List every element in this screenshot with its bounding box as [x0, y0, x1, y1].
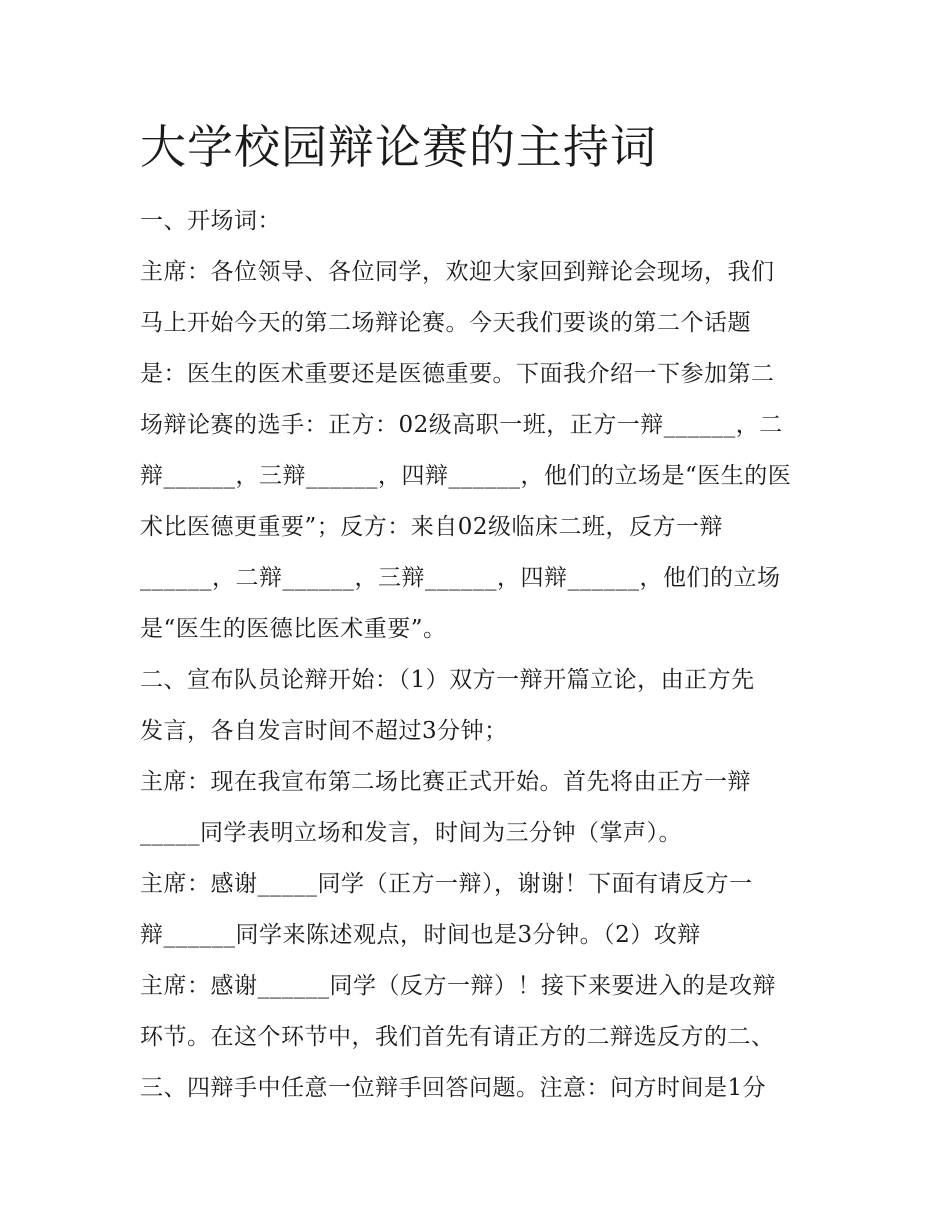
text-line: 发言，各自发言时间不超过3分钟； [140, 718, 508, 744]
text-line: 是“医生的医德比医术重要”。 [140, 616, 447, 642]
text-line: ______，二辩______，三辩______，四辩______，他们的立场 [140, 565, 781, 591]
text-line: 术比医德更重要”；反方：来自02级临床二班，反方一辩 [140, 514, 724, 540]
document-page [140, 112, 820, 1114]
text-line: 二、宣布队员论辩开始：（1）双方一辩开篇立论，由正方先 [140, 667, 755, 693]
text-line: 主席：现在我宣布第二场比赛正式开始。首先将由正方一辩 [140, 769, 751, 795]
text-line: 三、四辩手中任意一位辩手回答问题。注意：问方时间是1分 [140, 1075, 767, 1101]
text-line: 环节。在这个环节中，我们首先有请正方的二辩选反方的二、 [140, 1024, 775, 1050]
text-line: 场辩论赛的选手：正方：02级高职一班，正方一辩______，二 [140, 412, 783, 438]
text-line: 辩______同学来陈述观点，时间也是3分钟。（2）攻辩 [140, 922, 701, 948]
text-line: 主席：感谢_____同学（正方一辩），谢谢！下面有请反方一 [140, 871, 753, 897]
document-title: 大学校园辩论赛的主持词 [140, 120, 657, 174]
text-line: _____同学表明立场和发言，时间为三分钟（掌声）。 [140, 820, 682, 846]
text-line: 辩______，三辩______，四辩______，他们的立场是“医生的医 [140, 463, 792, 489]
text-line: 是：医生的医术重要还是医德重要。下面我介绍一下参加第二 [140, 361, 775, 387]
text-line: 一、开场词： [140, 208, 281, 234]
text-line: 马上开始今天的第二场辩论赛。今天我们要谈的第二个话题 [140, 310, 751, 336]
text-line: 主席：各位领导、各位同学，欢迎大家回到辩论会现场，我们 [140, 259, 775, 285]
text-line: 主席：感谢______同学（反方一辩）！接下来要进入的是攻辩 [140, 973, 776, 999]
